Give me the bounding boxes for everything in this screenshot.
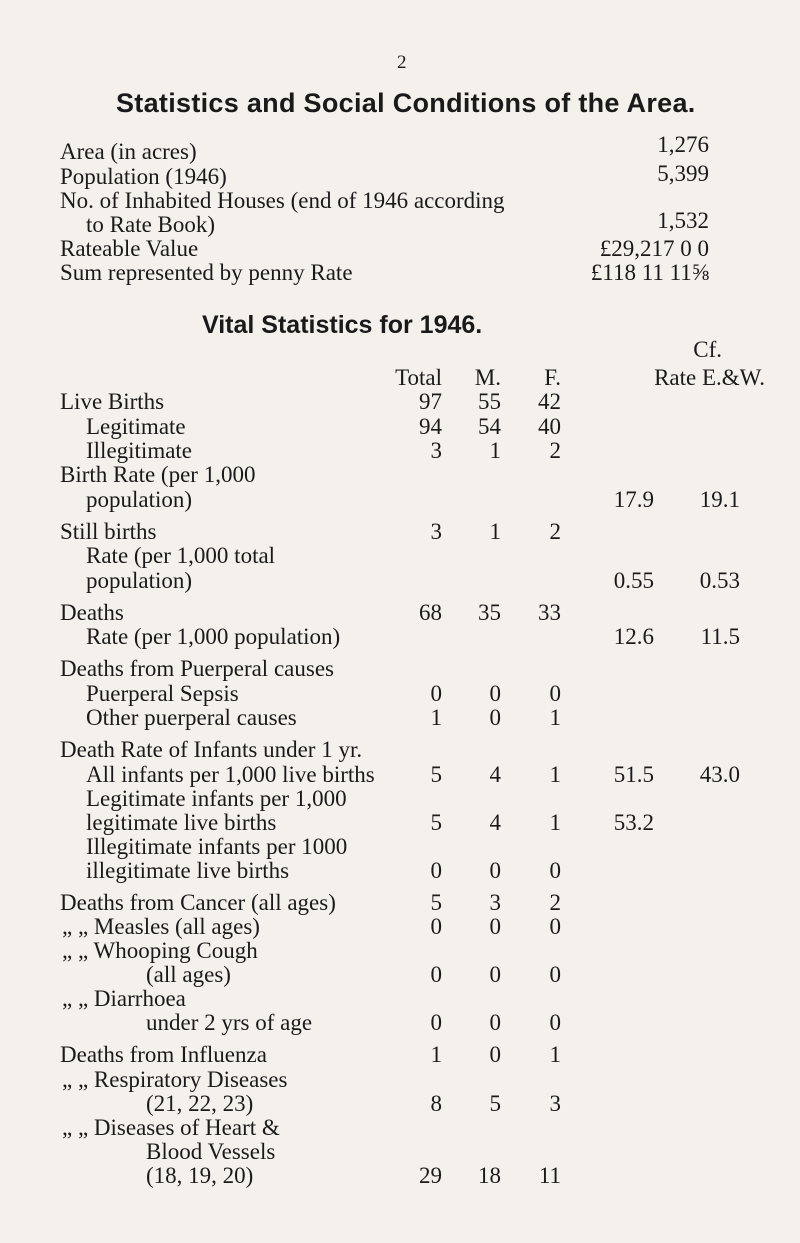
cell-male: 54 xyxy=(478,414,501,439)
penny-rate-value: £118 11 11⅝ xyxy=(590,260,709,285)
cell-male: 0 xyxy=(489,681,501,706)
houses-label-line2: to Rate Book) xyxy=(86,212,216,237)
cell-male: 1 xyxy=(489,438,501,463)
page-number: 2 xyxy=(397,52,407,73)
cell-total: 1 xyxy=(430,705,442,730)
row-label: Deaths xyxy=(60,600,124,625)
houses-value: 1,532 xyxy=(657,208,709,233)
cell-male: 3 xyxy=(489,890,501,915)
area-label: Area (in acres) xyxy=(60,139,197,164)
cell-total: 97 xyxy=(419,389,442,414)
cell-male: 35 xyxy=(478,600,501,625)
cell-total: 5 xyxy=(430,762,442,787)
cell-female: 2 xyxy=(549,890,561,915)
cell-rate-ew: 43.0 xyxy=(699,762,740,787)
row-label: Illegitimate xyxy=(86,438,193,463)
cell-female: 0 xyxy=(549,681,561,706)
population-value: 5,399 xyxy=(657,161,709,186)
cell-rate-ew: 11.5 xyxy=(700,624,740,649)
cell-total: 5 xyxy=(430,810,442,835)
row-label-line1: Birth Rate (per 1,000 xyxy=(60,462,256,487)
area-value: 1,276 xyxy=(657,132,709,157)
row-label: „ „ Measles (all ages) xyxy=(62,914,260,939)
row-label: Death Rate of Infants under 1 yr. xyxy=(60,737,363,762)
row-label: (18, 19, 20) xyxy=(146,1163,254,1188)
population-label: Population (1946) xyxy=(60,164,227,189)
cell-male: 4 xyxy=(489,762,501,787)
row-label: Still births xyxy=(60,519,157,544)
page-title: Statistics and Social Conditions of the Area. xyxy=(116,88,696,118)
cell-rate: 0.55 xyxy=(613,568,654,593)
row-label-line1: „ „ Respiratory Diseases xyxy=(62,1067,288,1092)
cell-male: 0 xyxy=(489,858,501,883)
vital-title: Vital Statistics for 1946. xyxy=(202,311,483,339)
cell-total: 5 xyxy=(430,890,442,915)
row-label: All infants per 1,000 live births xyxy=(86,762,375,787)
cell-rate-ew: 19.1 xyxy=(699,487,740,512)
cell-rate: 17.9 xyxy=(613,487,654,512)
rateable-label: Rateable Value xyxy=(60,236,199,261)
cell-rate: 53.2 xyxy=(613,810,654,835)
row-label: population) xyxy=(86,487,193,512)
cell-female: 0 xyxy=(549,962,561,987)
row-label: Legitimate xyxy=(86,414,186,439)
cell-female: 1 xyxy=(549,810,561,835)
cell-female: 1 xyxy=(549,1042,561,1067)
cell-female: 0 xyxy=(549,858,561,883)
cell-female: 33 xyxy=(538,600,561,625)
cell-male: 4 xyxy=(489,810,501,835)
cell-female: 3 xyxy=(549,1091,561,1116)
cell-total: 0 xyxy=(430,914,442,939)
cell-male: 0 xyxy=(489,1010,501,1035)
cell-female: 40 xyxy=(538,414,561,439)
cell-total: 3 xyxy=(430,519,442,544)
row-label: population) xyxy=(86,568,193,593)
row-label: Deaths from Puerperal causes xyxy=(60,656,334,681)
cell-female: 0 xyxy=(549,1010,561,1035)
cell-total: 0 xyxy=(430,858,442,883)
row-label-line1: „ „ Diarrhoea xyxy=(62,986,186,1011)
row-label-line2: Blood Vessels xyxy=(146,1139,276,1164)
cell-female: 1 xyxy=(549,762,561,787)
row-label: Deaths from Cancer (all ages) xyxy=(60,890,336,915)
houses-label-line1: No. of Inhabited Houses (end of 1946 according xyxy=(60,188,505,213)
row-label: illegitimate live births xyxy=(86,858,290,883)
cell-male: 55 xyxy=(478,389,501,414)
cell-female: 11 xyxy=(538,1163,561,1188)
cell-female: 42 xyxy=(538,389,561,414)
row-label-line1: Rate (per 1,000 total xyxy=(86,543,276,568)
row-label: Rate (per 1,000 population) xyxy=(86,624,341,649)
cell-total: 68 xyxy=(419,600,442,625)
col-header-rate: Rate E.&W. xyxy=(654,365,765,390)
cell-rate: 12.6 xyxy=(613,624,654,649)
row-label: Other puerperal causes xyxy=(86,705,297,730)
cell-male: 18 xyxy=(478,1163,501,1188)
col-header-m: M. xyxy=(474,365,501,390)
cell-male: 1 xyxy=(489,519,501,544)
cell-total: 0 xyxy=(430,962,442,987)
row-label: legitimate live births xyxy=(86,810,277,835)
col-header-total: Total xyxy=(395,365,442,390)
col-header-f: F. xyxy=(544,365,561,390)
row-label-line1: „ „ Diseases of Heart & xyxy=(62,1115,280,1140)
row-label: Deaths from Influenza xyxy=(60,1042,267,1067)
cell-female: 2 xyxy=(549,438,561,463)
cell-total: 1 xyxy=(430,1042,442,1067)
row-label: (all ages) xyxy=(146,962,231,987)
cell-male: 0 xyxy=(489,914,501,939)
cell-male: 0 xyxy=(489,705,501,730)
cell-male: 0 xyxy=(489,1042,501,1067)
cell-male: 0 xyxy=(489,962,501,987)
cell-total: 3 xyxy=(430,438,442,463)
cell-total: 0 xyxy=(430,681,442,706)
cell-total: 0 xyxy=(430,1010,442,1035)
cell-female: 1 xyxy=(549,705,561,730)
row-label-line1: Legitimate infants per 1,000 xyxy=(86,786,347,811)
cell-total: 8 xyxy=(430,1091,442,1116)
penny-rate-label: Sum represented by penny Rate xyxy=(60,260,353,285)
cell-male: 5 xyxy=(489,1091,501,1116)
row-label: Live Births xyxy=(60,389,165,414)
cell-female: 2 xyxy=(549,519,561,544)
rateable-value: £29,217 0 0 xyxy=(599,236,709,261)
cell-total: 94 xyxy=(419,414,442,439)
col-header-cf: Cf. xyxy=(693,337,722,362)
row-label: under 2 yrs of age xyxy=(146,1010,313,1035)
cell-total: 29 xyxy=(419,1163,442,1188)
row-label: Puerperal Sepsis xyxy=(86,681,239,706)
cell-rate: 51.5 xyxy=(613,762,654,787)
cell-rate-ew: 0.53 xyxy=(699,568,740,593)
row-label-line1: Illegitimate infants per 1000 xyxy=(86,834,348,859)
row-label-line1: „ „ Whooping Cough xyxy=(62,938,258,963)
row-label: (21, 22, 23) xyxy=(146,1091,254,1116)
cell-female: 0 xyxy=(549,914,561,939)
